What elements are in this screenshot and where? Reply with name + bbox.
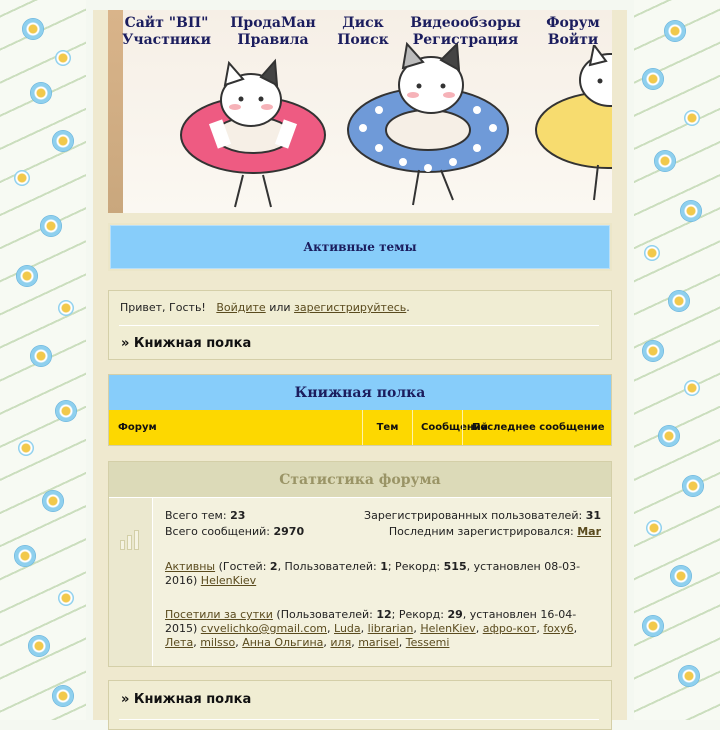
registered-users-label: Зарегистрированных пользователей: (364, 509, 583, 522)
flower-icon (52, 130, 74, 152)
nav-link-video-reviews[interactable]: Видеообзоры (410, 15, 521, 31)
forum-category-table (108, 374, 612, 446)
record-user-link[interactable]: HelenKiev (200, 574, 257, 587)
flower-icon (14, 545, 36, 567)
main-nav (108, 15, 612, 55)
visitor-link[interactable]: афро-кот (482, 622, 537, 635)
active-users-line (165, 560, 585, 588)
users-online-count: 1 (380, 560, 388, 573)
forum-category-title[interactable]: Книжная полка (109, 375, 611, 410)
flower-icon (654, 150, 676, 172)
total-posts-label: Всего сообщений: (165, 525, 270, 538)
forum-column-headers (109, 410, 611, 445)
visitor-link[interactable]: librarian (367, 622, 414, 635)
register-link[interactable]: зарегистрируйтесь (294, 301, 407, 314)
visitor-link[interactable]: HelenKiev (420, 622, 476, 635)
visitor-link[interactable]: иля (330, 636, 352, 649)
total-topics-value: 23 (230, 509, 246, 522)
visitor-link[interactable]: marisel (358, 636, 399, 649)
nav-link-forum[interactable]: Форум (546, 15, 600, 31)
active-topics-link[interactable]: Активные темы (110, 225, 610, 269)
nav-link-search[interactable]: Поиск (337, 32, 389, 48)
record-count: 515 (443, 560, 467, 573)
last-registered-label: Последним зарегистрировался: (388, 525, 574, 538)
statistics-icon-column (109, 498, 153, 666)
active-text: ; Рекорд: (387, 560, 444, 573)
flower-icon (644, 245, 660, 261)
flower-icon (30, 345, 52, 367)
flower-icon (18, 440, 34, 456)
total-posts-value: 2970 (273, 525, 305, 538)
flower-icon (52, 685, 74, 707)
nav-link-login[interactable]: Войти (547, 32, 599, 48)
flower-icon (42, 490, 64, 512)
flower-icon (668, 290, 690, 312)
flower-icon (646, 520, 662, 536)
greeting-period: . (406, 301, 410, 314)
nav-link-members[interactable]: Участники (121, 32, 211, 48)
flower-icon (682, 475, 704, 497)
floral-border-right (634, 0, 720, 720)
bottom-breadcrumb-panel (108, 680, 612, 730)
login-link[interactable]: Войдите (216, 301, 266, 314)
greeting-or: или (269, 301, 291, 314)
daily-visitors-link[interactable]: Посетили за сутки (165, 608, 273, 621)
visited-text: (Пользователей: (272, 608, 377, 621)
visitor-link[interactable]: Лета (165, 636, 194, 649)
bar-chart-icon (120, 530, 142, 550)
registered-users-value: 31 (585, 509, 601, 522)
visitor-link[interactable]: Luda (334, 622, 361, 635)
nav-link-site[interactable]: Сайт "ВП" (124, 15, 209, 31)
flower-icon (670, 565, 692, 587)
column-last-post: Последнее сообщение (462, 410, 612, 445)
cat-with-yellow-ring-image (528, 45, 612, 205)
nav-link-disk[interactable]: Диск (342, 15, 384, 31)
greeting-panel (108, 290, 612, 360)
visitor-link[interactable]: foxy6 (543, 622, 574, 635)
breadcrumb[interactable]: » Книжная полка (121, 336, 252, 351)
flower-icon (55, 50, 71, 66)
column-posts: Сообщений (412, 410, 462, 445)
cat-with-blue-ring-image (343, 40, 513, 210)
flower-icon (28, 635, 50, 657)
flower-icon (680, 200, 702, 222)
flower-icon (684, 380, 700, 396)
flower-icon (658, 425, 680, 447)
visitor-link[interactable]: cvvelichko@gmail.com (200, 622, 328, 635)
flower-icon (58, 590, 74, 606)
statistics-body (165, 508, 601, 650)
users-summary (364, 508, 601, 540)
flower-icon (14, 170, 30, 186)
nav-link-register[interactable]: Регистрация (412, 32, 519, 48)
cat-with-pink-ring-image (173, 55, 333, 213)
flower-icon (22, 18, 44, 40)
daily-record-count: 29 (447, 608, 463, 621)
total-topics-label: Всего тем: (165, 509, 227, 522)
flower-icon (642, 340, 664, 362)
divider (119, 325, 599, 326)
daily-visitors-line: Посетили за сутки (Пользователей: 12; Рекорд: 29, установлен 16-04-2015) cvvelichko@gmail.com, Luda, librarian, HelenKiev, афро-кот, foxy6, Лета, milsso, Анна Ольгина, иля, marisel, Tessemi (165, 608, 578, 649)
nav-link-rules[interactable]: Правила (237, 32, 309, 48)
nav-link-prodaman[interactable]: ПродаМан (230, 15, 316, 31)
column-topics: Тем (362, 410, 412, 445)
floral-border-left (0, 0, 86, 720)
forum-statistics-panel (108, 461, 612, 667)
greeting-line (120, 301, 410, 314)
active-users-link[interactable]: Активны (165, 560, 216, 573)
active-text: (Гостей: (215, 560, 270, 573)
statistics-title: Статистика форума (109, 462, 611, 498)
flower-icon (30, 82, 52, 104)
guests-count: 2 (269, 560, 278, 573)
flower-icon (664, 20, 686, 42)
visitor-link[interactable]: Анна Ольгина (242, 636, 324, 649)
visitor-link[interactable]: milsso (200, 636, 236, 649)
active-topics-panel (108, 223, 612, 271)
flower-icon (642, 615, 664, 637)
visitor-link[interactable]: Tessemi (405, 636, 450, 649)
active-text: , установлен 08-03-2016) (165, 560, 581, 587)
breadcrumb-bottom[interactable]: » Книжная полка (121, 692, 252, 707)
active-text: , Пользователей: (277, 560, 381, 573)
flower-icon (16, 265, 38, 287)
last-registered-user-link[interactable]: Mar (577, 525, 601, 538)
flower-icon (642, 68, 664, 90)
greeting-text: Привет, Гость! (120, 301, 206, 314)
flower-icon (684, 110, 700, 126)
visited-text: , установлен 16-04-2015) (165, 608, 577, 635)
page-container (93, 10, 627, 720)
flower-icon (58, 300, 74, 316)
flower-icon (678, 665, 700, 687)
flower-icon (40, 215, 62, 237)
daily-users-count: 12 (376, 608, 392, 621)
visited-text: ; Рекорд: (391, 608, 448, 621)
column-forum: Форум (118, 422, 157, 433)
flower-icon (55, 400, 77, 422)
